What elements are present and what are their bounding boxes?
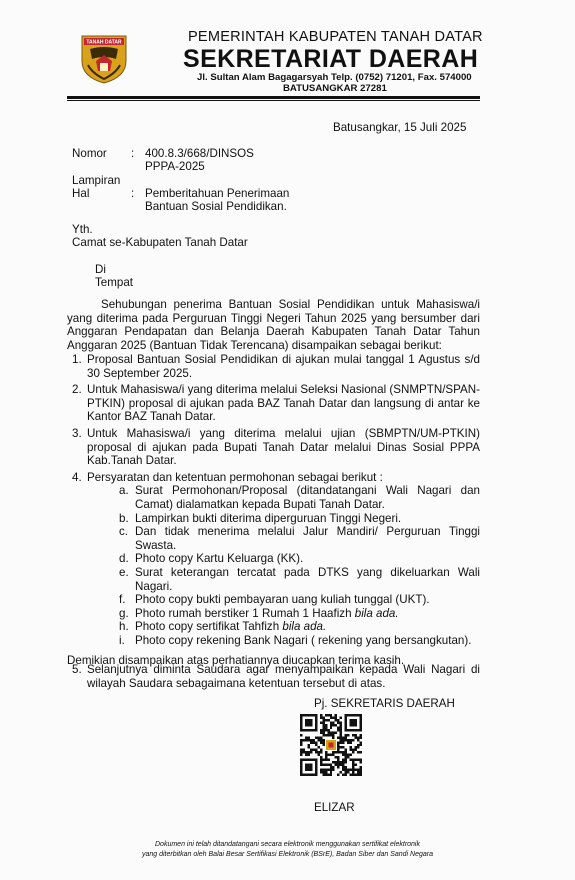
signatory-title: Pj. SEKRETARIS DAERAH xyxy=(314,697,455,710)
e-signature-note: Dokumen ini telah ditandatangani secara elektronik menggunakan sertifikat elektronik xyxy=(155,841,420,848)
intro-text: Sehubungan penerima Bantuan Sosial Pendidikan untuk Mahasiswa/i yang diterima pada Perguruan Tinggi Negeri Tahun 2025 yang bersumber dari Anggaran Pendapatan dan Belanja Daerah Kabupaten Tanah Datar Tahun Anggaran 2025 (Bantuan Tidak Terencana) disampaikan sebagai berikut: xyxy=(67,298,480,352)
list-item: i. Photo copy rekening Bank Nagari ( rekening yang bersangkutan). xyxy=(119,633,472,647)
office-city: BATUSANGKAR 27281 xyxy=(283,83,387,94)
office-name: SEKRETARIAT DAERAH xyxy=(183,45,479,73)
letterhead-rule-thick xyxy=(67,96,480,99)
list-item: a. Surat Permohonan/Proposal (ditandatangani Wali Nagari dan Camat) dialamatkan kepada Bupati Tanah Datar. xyxy=(119,484,480,511)
recipient-di: Di xyxy=(95,263,106,276)
closing-sentence: Demikian disampaikan atas perhatiannya diucapkan terima kasih. xyxy=(67,654,405,667)
nomor-value: 400.8.3/668/DINSOS xyxy=(145,147,254,160)
requirements-list xyxy=(119,484,480,647)
nomor-value-cont: PPPA-2025 xyxy=(145,160,205,173)
list-item: b. Lampirkan bukti diterima diperguruan Tinggi Negeri. xyxy=(119,511,402,525)
nomor-label: Nomor xyxy=(72,147,107,160)
list-item: 5. Selanjutnya diminta Saudara agar menyampaikan kepada Wali Nagari di wilayah Saudara sebagaimana ketentuan tersebut di atas. xyxy=(72,663,480,691)
list-item: 3. Untuk Mahasiswa/i yang diterima melalui ujian (SBMPTN/UM-PTKIN) proposal di ajukan pada Bupati Tanah Datar melalui Dinas Sosial PPPA Kab.Tanah Datar. xyxy=(72,426,480,468)
lampiran-label: Lampiran xyxy=(72,174,121,187)
government-name: PEMERINTAH KABUPATEN TANAH DATAR xyxy=(188,29,483,45)
nomor-colon: : xyxy=(131,147,135,160)
list-item: 4. Persyaratan dan ketentuan permohonan sebagai berikut : a. Surat Permohonan/Proposal (ditandatangani Wali Nagari dan Camat) dialamatkan kepada Bupati Tanah Datar. b. Lampirkan bukti diterima diperguruan Tinggi Negeri. c. Dan tidak menerima melalui Jalur Mandiri/ Perguruan Tinggi Swasta. d. Photo copy Kartu Keluarga (KK). e. Surat keterangan tercatat pada DTKS yang dikeluarkan Wali Nagari. f. Photo copy bukti pembayaran uang kuliah tunggal (UKT). g. Photo rumah berstiker 1 Rumah 1 Haafizh bila ada. h. Photo copy sertifikat Tahfizh bila ada. i. Photo copy rekening Bank Nagari ( rekening yang bersangkutan). xyxy=(72,470,480,647)
list-item: e. Surat keterangan tercatat pada DTKS yang dikeluarkan Wali Nagari. xyxy=(119,565,480,593)
recipient-name: Camat se-Kabupaten Tanah Datar xyxy=(72,236,248,249)
list-item: 2. Untuk Mahasiswa/i yang diterima melalui Seleksi Nasional (SNMPTN/SPAN-PTKIN) proposal di ajukan pada BAZ Tanah Datar dan langsung di antar ke Kantor BAZ Tanah Datar. xyxy=(72,383,480,424)
list-item: d. Photo copy Kartu Keluarga (KK). xyxy=(119,552,304,566)
hal-colon: : xyxy=(131,187,135,200)
list-item: h. Photo copy sertifikat Tahfizh bila ada. xyxy=(119,620,327,634)
hal-value-cont: Bantuan Sosial Pendidikan. xyxy=(145,200,287,213)
office-address: Jl. Sultan Alam Bagagarsyah Telp. (0752) 71201, Fax. 574000 xyxy=(197,72,472,83)
recipient-tempat: Tempat xyxy=(95,276,134,289)
list-item: 1. Proposal Bantuan Sosial Pendidikan di ajukan mulai tanggal 1 Agustus s/d 30 September 2025. xyxy=(72,353,480,380)
logo-text: TANAH DATAR xyxy=(86,39,122,46)
letter-date: Batusangkar, 15 Juli 2025 xyxy=(333,121,467,134)
points-list xyxy=(67,353,480,691)
hal-value: Pemberitahuan Penerimaan xyxy=(145,187,290,200)
list-item: c. Dan tidak menerima melalui Jalur Mandiri/ Perguruan Tinggi Swasta. xyxy=(119,525,480,552)
signatory-name: ELIZAR xyxy=(314,801,355,814)
e-signature-note-cont: yang diterbitkan oleh Balai Besar Sertifikasi Elektronik (BSrE), Badan Siber dan Sandi Negara xyxy=(141,851,434,858)
intro-paragraph xyxy=(67,298,480,352)
letterhead-rule-thin xyxy=(67,100,480,101)
regency-logo xyxy=(78,33,130,85)
list-item: f. Photo copy bukti pembayaran uang kuliah tunggal (UKT). xyxy=(119,593,430,607)
list-item: g. Photo rumah berstiker 1 Rumah 1 Haafizh bila ada. xyxy=(119,606,399,620)
signature-qr-code xyxy=(300,714,362,776)
hal-label: Hal xyxy=(72,187,90,200)
recipient-yth: Yth. xyxy=(72,223,93,236)
